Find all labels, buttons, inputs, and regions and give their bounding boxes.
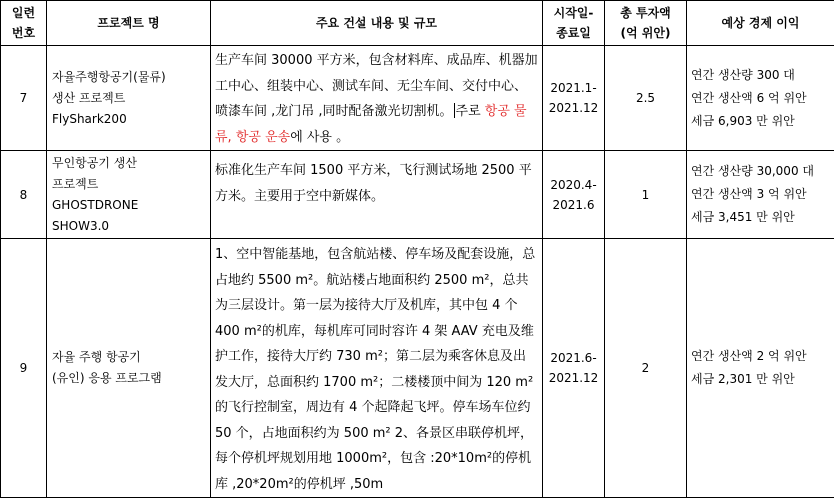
content-highlight: 항공 물류, 항공 운송 xyxy=(215,104,527,145)
econ-line: 연간 생산액 6 억 위안 xyxy=(691,87,834,110)
content-text: 生产车间 30000 平方米，包含材料库、成品库、机器加工中心、组装中心、测试车间、无尘车间、交付中心、喷漆车间 ,龙门吊 ,同时配备激光切割机。 xyxy=(215,53,538,119)
construction-content: 标准化生产车间 1500 平方米，飞行测试场地 2500 平方米。主要用于空中新媒体。 xyxy=(211,151,543,239)
header-invest-line2: (억 위안) xyxy=(605,23,686,43)
econ-line: 세금 2,301 만 위안 xyxy=(691,368,834,391)
investment: 1 xyxy=(605,151,687,239)
econ-line: 연간 생산액 3 억 위안 xyxy=(691,183,834,206)
construction-content: 1、空中智能基地，包含航站楼、停车场及配套设施，总占地约 5500 m²。航站楼占地面积约 2500 m²，总共为三层设计。第一层为接待大厅及机库，其中包 4 个 400 m²的机库，每机库可同时容许 4 架 AAV 充电及维护工作，接待大厅约 730 m²；第二层为乘客休息及出发大厅，总面积约 1700 m²；二楼楼顶中间为 120 m²的飞行控制室，周边有 4 个起降起飞坪。停车场车位约 50 个，占地面积约为 500 m² 2、各景区串联停机坪，每个停机坪规划用地 1000m²，包含 :20*10m²的停机库 ,20*20m²的停机坪 ,50m xyxy=(211,239,543,498)
econ-line: 세금 3,451 만 위안 xyxy=(691,206,834,229)
economic-benefit xyxy=(687,46,834,151)
period xyxy=(543,46,605,151)
econ-line: 연간 생산액 2 억 위안 xyxy=(691,345,834,368)
project-name-line: 무인항공기 생산 xyxy=(52,153,210,174)
project-name-line: 프로젝트 xyxy=(52,174,210,195)
period-end: 2021.12 xyxy=(543,368,604,388)
text-cursor xyxy=(454,103,455,118)
economic-benefit xyxy=(687,239,834,498)
row-number: 8 xyxy=(1,151,47,239)
economic-benefit xyxy=(687,151,834,239)
period xyxy=(543,239,605,498)
project-name-line: SHOW3.0 xyxy=(52,216,210,237)
table-row xyxy=(1,46,834,151)
period-end: 2021.12 xyxy=(543,98,604,118)
project-name-line: GHOSTDRONE xyxy=(52,195,210,216)
table-row xyxy=(1,151,834,239)
project-name xyxy=(47,151,211,239)
header-no xyxy=(1,1,47,46)
econ-line: 연간 생산량 30,000 대 xyxy=(691,160,834,183)
header-period xyxy=(543,1,605,46)
period-end: 2021.6 xyxy=(543,195,604,215)
header-period-line2: 종료일 xyxy=(543,23,604,43)
investment: 2 xyxy=(605,239,687,498)
investment: 2.5 xyxy=(605,46,687,151)
project-name-line: FlyShark200 xyxy=(52,109,210,130)
project-name xyxy=(47,46,211,151)
row-number: 9 xyxy=(1,239,47,498)
content-text-ko: 주로 xyxy=(456,104,481,119)
header-invest-line1: 총 투자액 xyxy=(605,3,686,23)
header-content: 주요 건설 내용 및 규모 xyxy=(211,1,543,46)
period-start: 2021.6- xyxy=(543,348,604,368)
header-no-line1: 일련 xyxy=(1,3,46,23)
project-name xyxy=(47,239,211,498)
header-no-line2: 번호 xyxy=(1,23,46,43)
header-row xyxy=(1,1,834,46)
header-period-line1: 시작일- xyxy=(543,3,604,23)
period xyxy=(543,151,605,239)
period-start: 2020.4- xyxy=(543,175,604,195)
period-start: 2021.1- xyxy=(543,78,604,98)
construction-content xyxy=(211,46,543,151)
header-investment xyxy=(605,1,687,46)
header-econ: 예상 경제 이익 xyxy=(687,1,834,46)
project-name-line: (유인) 응용 프로그램 xyxy=(52,368,210,389)
econ-line: 연간 생산량 300 대 xyxy=(691,64,834,87)
table-row xyxy=(1,239,834,498)
content-text-end: 에 사용 。 xyxy=(290,130,349,145)
project-name-line: 자율주행항공기(물류) xyxy=(52,67,210,88)
header-project: 프로젝트 명 xyxy=(47,1,211,46)
row-number: 7 xyxy=(1,46,47,151)
econ-line: 세금 6,903 만 위안 xyxy=(691,110,834,133)
project-name-line: 자율 주행 항공기 xyxy=(52,347,210,368)
project-name-line: 생산 프로젝트 xyxy=(52,88,210,109)
